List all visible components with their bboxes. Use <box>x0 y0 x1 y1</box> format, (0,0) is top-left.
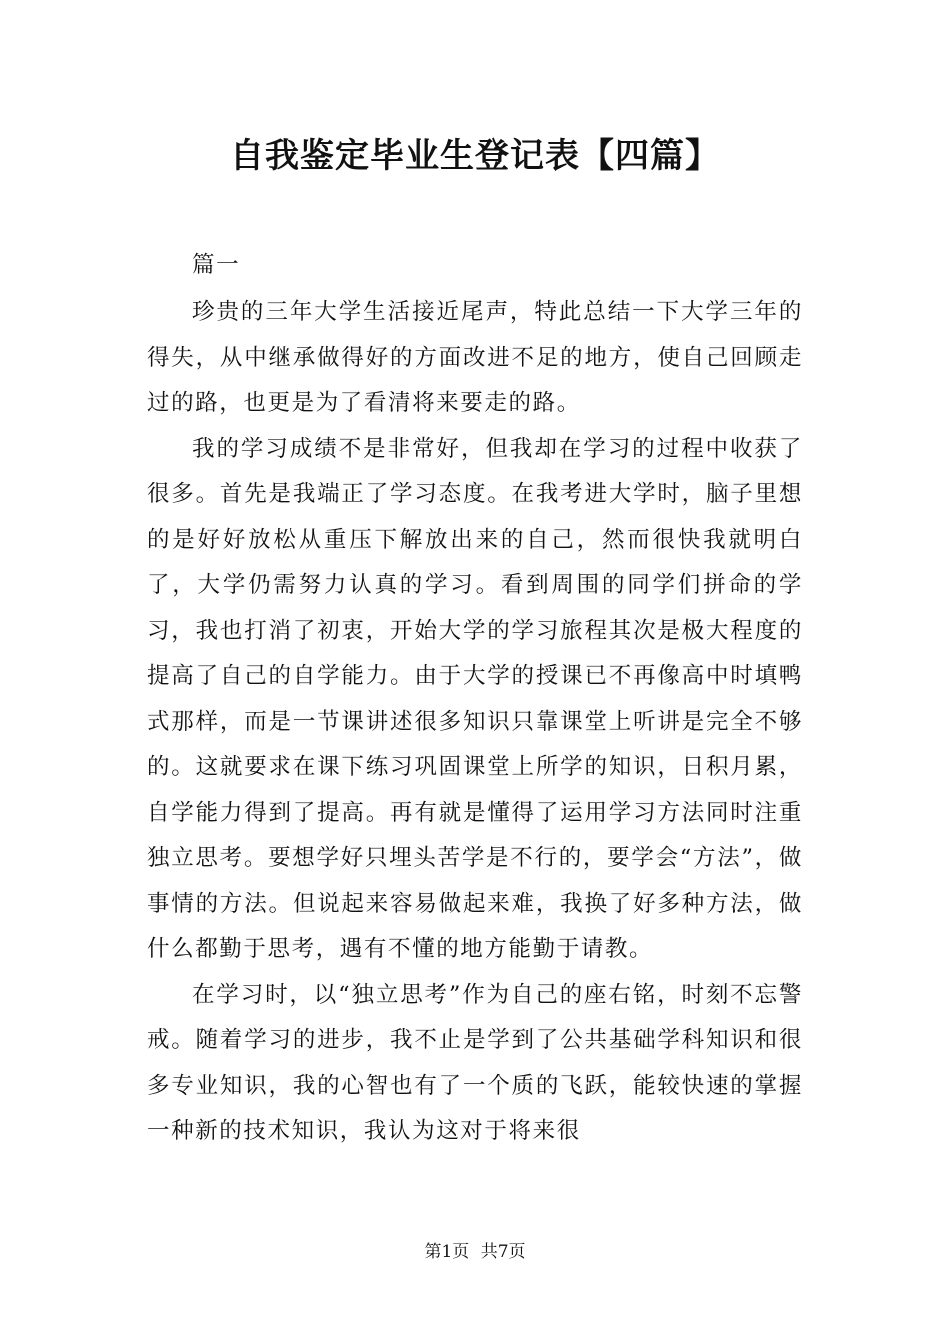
paragraph-2: 我的学习成绩不是非常好，但我却在学习的过程中收获了很多。首先是我端正了学习态度。在我考进大学时，脑子里想的是好好放松从重压下解放出来的自己，然而很快我就明白了，大学仍需努力认真的学习。看到周围的同学们拼命的学习，我也打消了初衷，开始大学的学习旅程其次是极大程度的提高了自己的自学能力。由于大学的授课已不再像高中时填鸭式那样，而是一节课讲述很多知识只靠课堂上听讲是完全不够的。这就要求在课下练习巩固课堂上所学的知识，日积月累，自学能力得到了提高。再有就是懂得了运用学习方法同时注重独立思考。要想学好只埋头苦学是不行的，要学会“方法”，做事情的方法。但说起来容易做起来难，我换了好多种方法，做什么都勤于思考，遇有不懂的地方能勤于请教。 <box>147 435 803 962</box>
paragraph-3: 在学习时，以“独立思考”作为自己的座右铭，时刻不忘警戒。随着学习的进步，我不止是学到了公共基础学科知识和很多专业知识，我的心智也有了一个质的飞跃，能较快速的掌握一种新的技术知识，我认为这对于将来很 <box>147 981 803 1144</box>
page-footer <box>0 1240 950 1264</box>
page-number-total: 共7页 <box>480 1242 526 1262</box>
paragraph-1: 珍贵的三年大学生活接近尾声，特此总结一下大学三年的得失，从中继承做得好的方面改进不足的地方，使自己回顾走过的路，也更是为了看清将来要走的路。 <box>147 299 803 416</box>
section-label: 篇一 <box>192 252 241 278</box>
document-body <box>147 240 803 1155</box>
document-title: 自我鉴定毕业生登记表【四篇】 <box>230 136 720 176</box>
page-number-current: 第1页 <box>424 1242 470 1262</box>
